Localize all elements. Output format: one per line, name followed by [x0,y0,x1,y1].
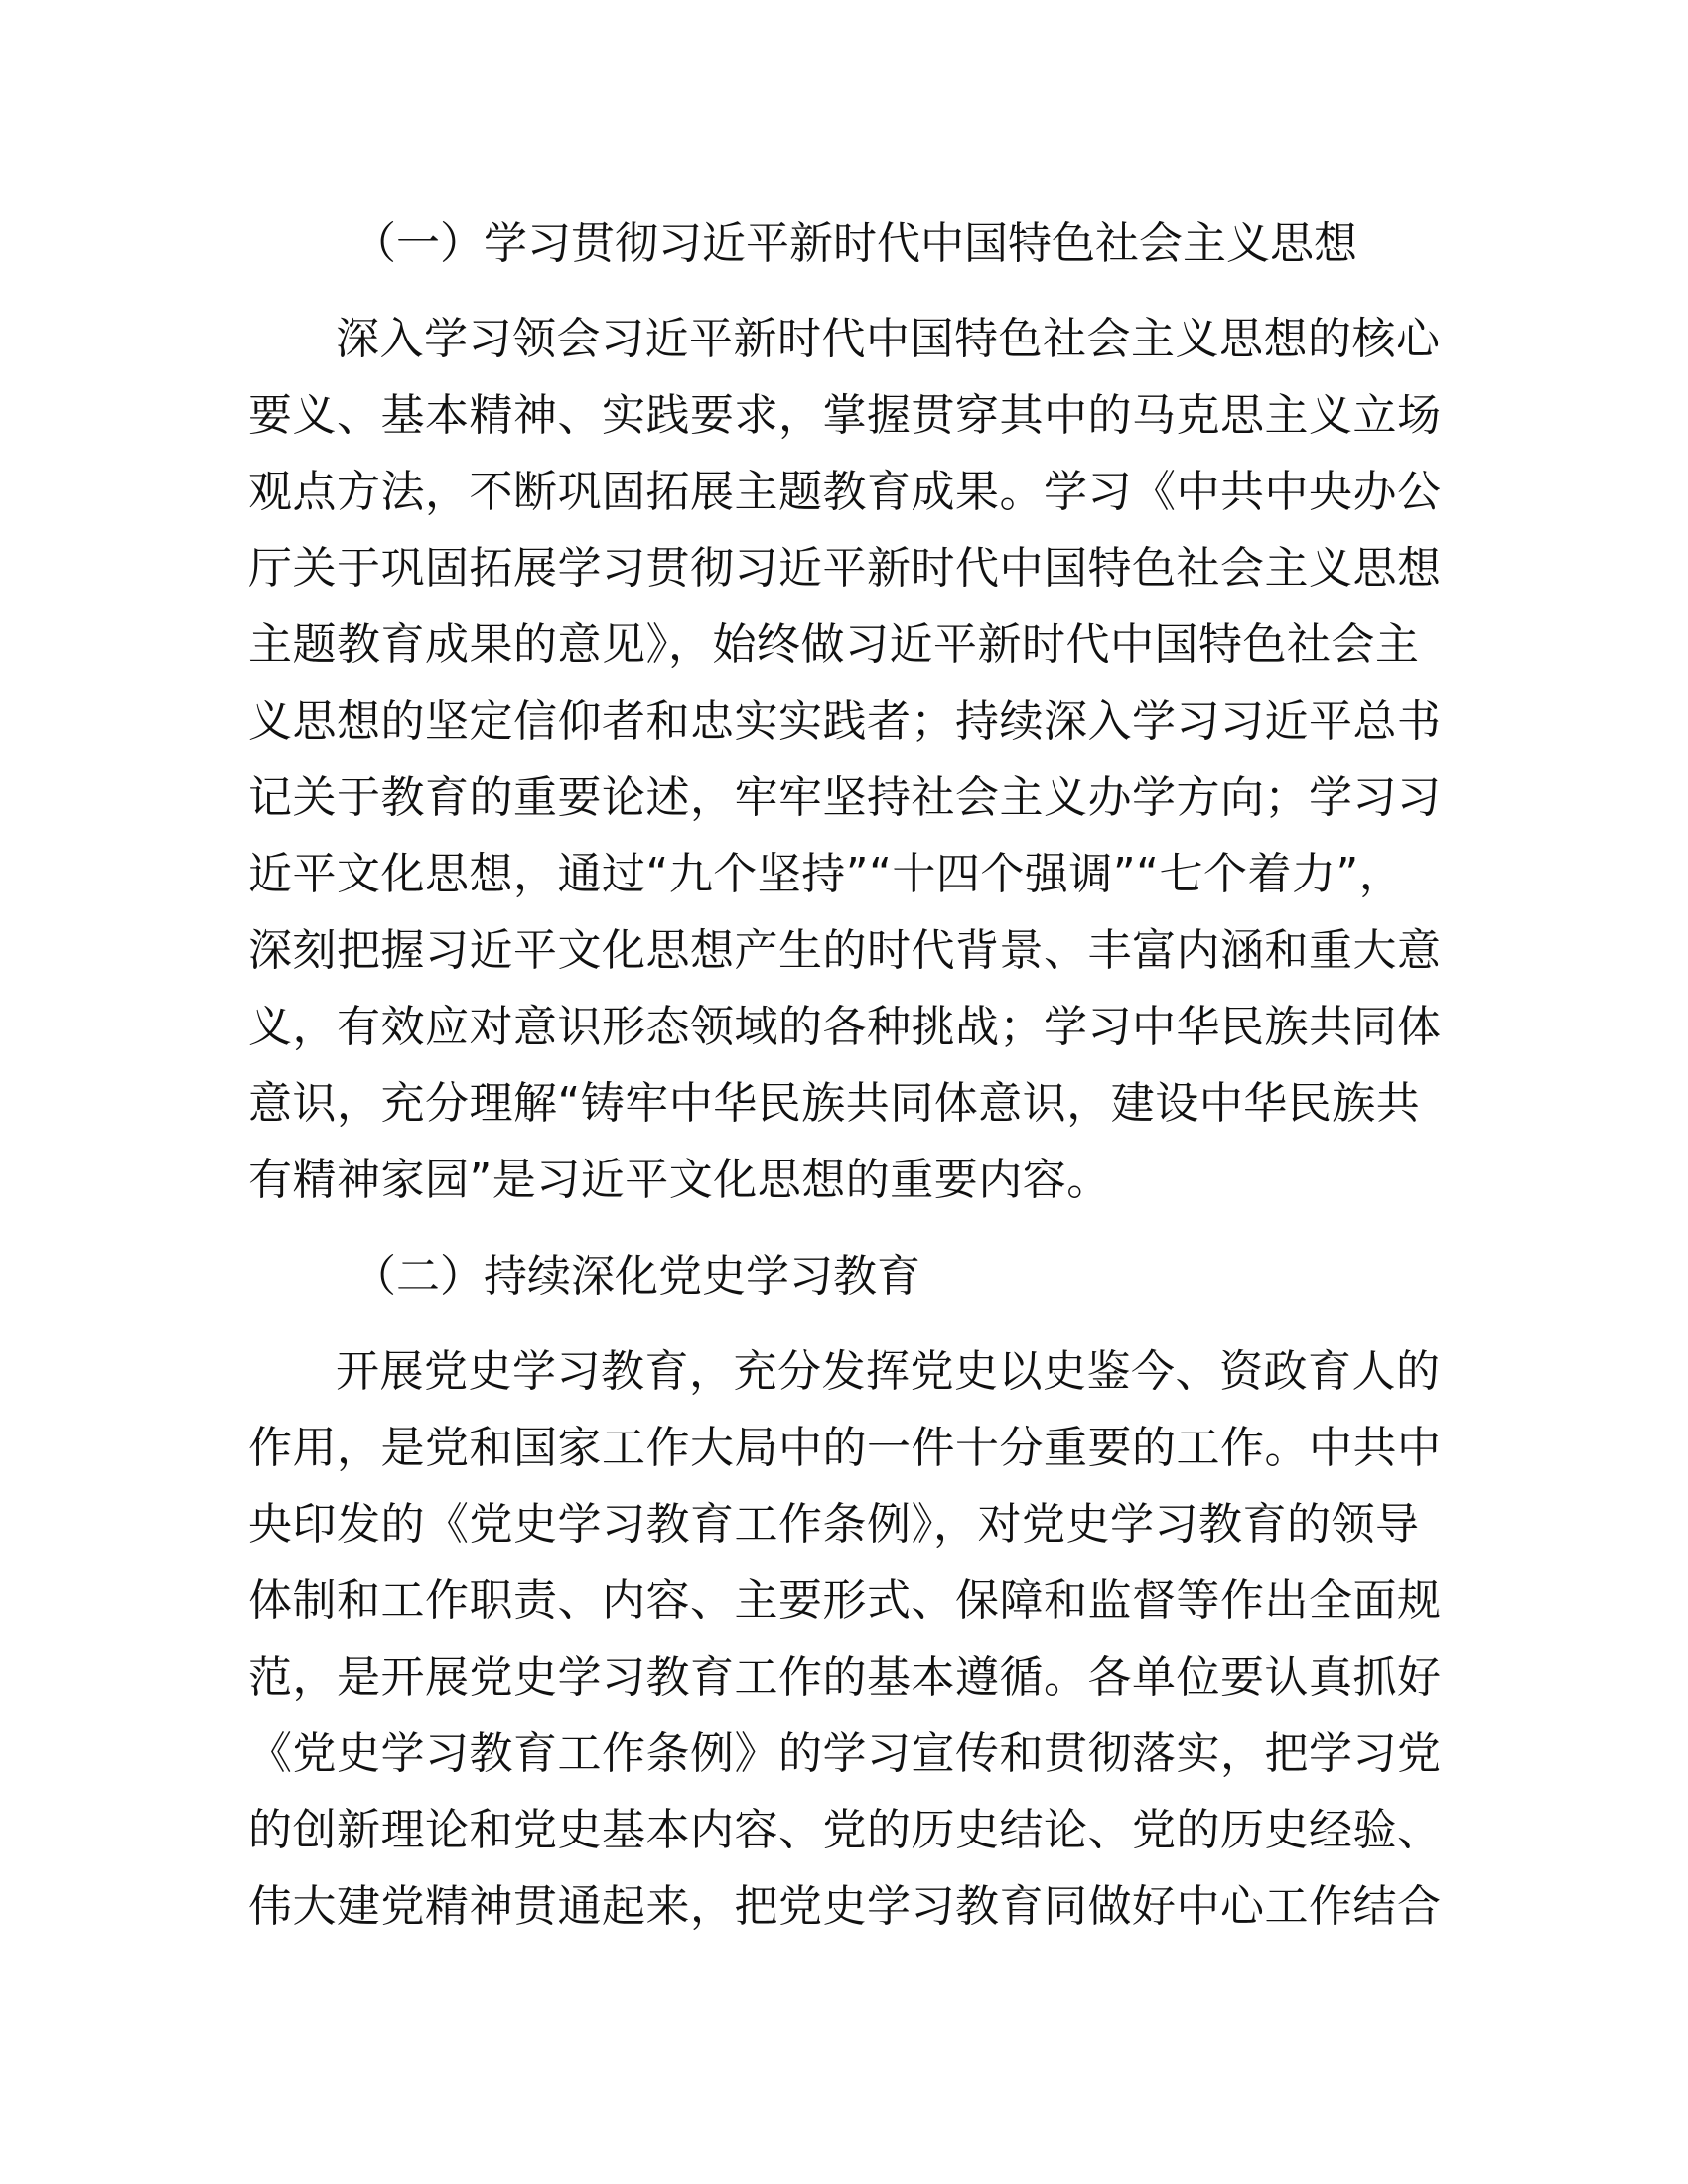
paragraph-line: 意识，充分理解“铸牢中华民族共同体意识，建设中华民族共 [248,1078,1421,1129]
section-body-1 [248,301,1440,1218]
paragraph-line: 深入学习领会习近平新时代中国特色社会主义思想的核心 [336,314,1441,364]
section-heading-1: （一）学习贯彻习近平新时代中国特色社会主义思想 [352,218,1357,269]
paragraph-line: 范，是开展党史学习教育工作的基本遵循。各单位要认真抓好 [248,1652,1442,1703]
paragraph-line: 《党史学习教育工作条例》的学习宣传和贯彻落实，把学习党 [248,1728,1442,1779]
paragraph-line: 体制和工作职责、内容、主要形式、保障和监督等作出全面规 [248,1575,1442,1626]
paragraph-line: 近平文化思想，通过“九个坚持”“十四个强调”“七个着力”， [248,849,1404,899]
paragraph-line: 央印发的《党史学习教育工作条例》，对党史学习教育的领导 [248,1499,1420,1550]
paragraph-line: 义思想的坚定信仰者和忠实实践者；持续深入学习习近平总书 [248,696,1442,747]
paragraph-line: 深刻把握习近平文化思想产生的时代背景、丰富内涵和重大意 [248,925,1442,976]
paragraph-line: 义，有效应对意识形态领域的各种挑战；学习中华民族共同体 [248,1002,1442,1052]
paragraph-line: 主题教育成果的意见》，始终做习近平新时代中国特色社会主 [248,619,1420,670]
paragraph-line: 记关于教育的重要论述，牢牢坚持社会主义办学方向；学习习 [248,772,1442,823]
section-heading-2: （二）持续深化党史学习教育 [352,1251,920,1301]
paragraph-line: 作用，是党和国家工作大局中的一件十分重要的工作。中共中 [248,1423,1442,1473]
section-body-2 [248,1333,1440,1945]
paragraph-line: 有精神家园”是习近平文化思想的重要内容。 [248,1155,1111,1205]
paragraph-line: 伟大建党精神贯通起来，把党史学习教育同做好中心工作结合 [248,1881,1442,1932]
paragraph-line: 的创新理论和党史基本内容、党的历史结论、党的历史经验、 [248,1805,1442,1855]
paragraph-line: 厅关于巩固拓展学习贯彻习近平新时代中国特色社会主义思想 [248,543,1442,594]
paragraph-line: 要义、基本精神、实践要求，掌握贯穿其中的马克思主义立场 [248,390,1442,441]
paragraph-line: 观点方法，不断巩固拓展主题教育成果。学习《中共中央办公 [248,467,1442,517]
paragraph-line: 开展党史学习教育，充分发挥党史以史鉴今、资政育人的 [336,1346,1441,1397]
